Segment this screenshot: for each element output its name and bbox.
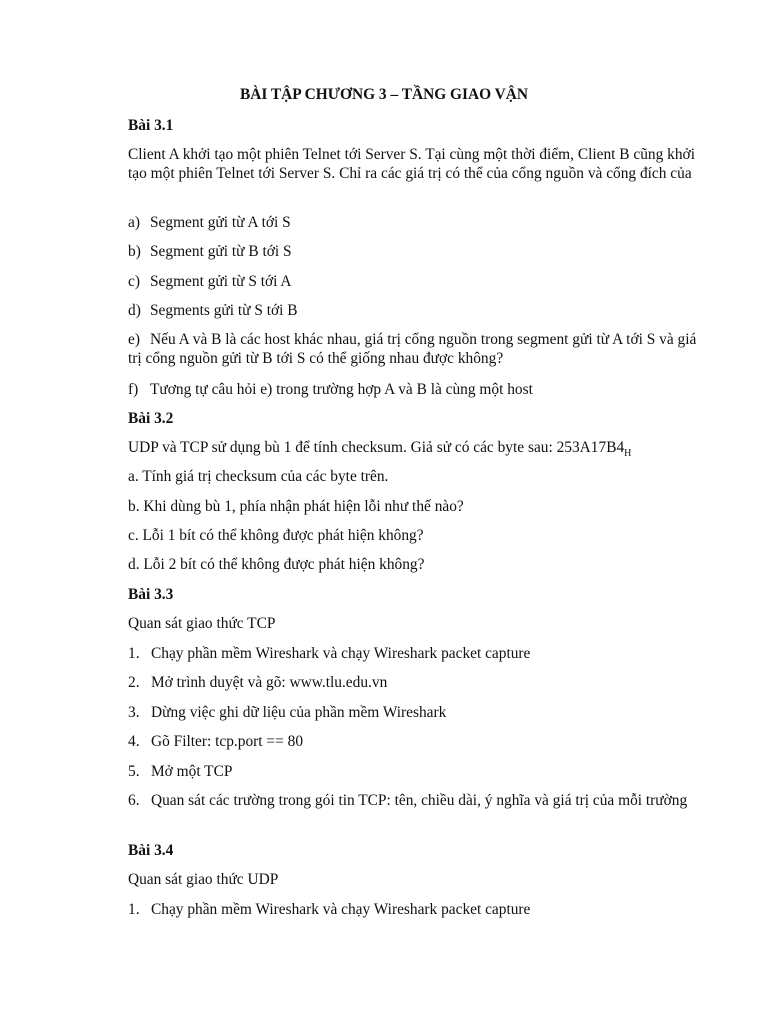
exercise-3-3-intro: Quan sát giao thức TCP: [128, 615, 276, 632]
step-text: Quan sát các trường trong gói tin TCP: tên, chiều dài, ý nghĩa và giá trị của mỗi trường: [151, 792, 688, 809]
intro-text: UDP và TCP sử dụng bù 1 để tính checksum. Giả sử có các byte sau: 253A17B4: [128, 439, 625, 456]
exercise-3-2-question-a: a. Tính giá trị checksum của các byte trên.: [128, 468, 389, 485]
item-text: Nếu A và B là các host khác nhau, giá trị cổng nguồn trong segment gửi từ A tới S và giá trị cổng nguồn gửi từ B tới S có thể giống nhau được không?: [128, 331, 697, 367]
exercise-3-2-question-d: d. Lỗi 2 bít có thể không được phát hiện không?: [128, 556, 425, 573]
exercise-3-1-item-a: [128, 213, 291, 232]
step-number: 1.: [128, 901, 140, 918]
item-label: f): [128, 381, 139, 398]
exercise-3-2-intro: [128, 438, 631, 463]
item-label: b): [128, 243, 141, 260]
exercise-3-3-step-1: [128, 644, 530, 663]
exercise-3-3-step-6: [128, 791, 726, 810]
exercise-3-3-step-3: [128, 703, 446, 722]
step-text: Gõ Filter: tcp.port == 80: [151, 733, 304, 750]
step-text: Mở một TCP: [151, 763, 233, 780]
item-text: Segment gửi từ A tới S: [150, 214, 291, 231]
step-text: Dừng việc ghi dữ liệu của phần mềm Wireshark: [151, 704, 447, 721]
step-number: 6.: [128, 792, 140, 809]
hex-subscript: H: [624, 448, 632, 460]
step-text: Mở trình duyệt và gõ: www.tlu.edu.vn: [151, 674, 388, 691]
step-text: Chạy phần mềm Wireshark và chạy Wireshark packet capture: [151, 645, 531, 662]
exercise-3-1-item-d: [128, 301, 298, 320]
exercise-3-1-item-b: [128, 242, 292, 261]
item-label: d): [128, 302, 141, 319]
step-number: 3.: [128, 704, 140, 721]
item-label: e): [128, 331, 140, 348]
step-number: 5.: [128, 763, 140, 780]
exercise-3-4-heading: Bài 3.4: [128, 842, 174, 859]
item-text: Tương tự câu hỏi e) trong trường hợp A và B là cùng một host: [150, 381, 533, 398]
step-number: 1.: [128, 645, 140, 662]
document-title: BÀI TẬP CHƯƠNG 3 – TẦNG GIAO VẬN: [239, 86, 529, 103]
exercise-3-3-step-2: [128, 673, 387, 692]
item-label: a): [128, 214, 140, 231]
exercise-3-2-question-c: c. Lỗi 1 bít có thể không được phát hiện không?: [128, 527, 424, 544]
exercise-3-1-item-f: [128, 380, 533, 399]
item-label: c): [128, 273, 140, 290]
item-text: Segment gửi từ B tới S: [150, 243, 292, 260]
exercise-3-1-item-e: [128, 330, 703, 368]
exercise-3-1-item-c: [128, 272, 292, 291]
item-text: Segment gửi từ S tới A: [150, 273, 292, 290]
exercise-3-3-step-4: [128, 732, 303, 751]
step-number: 2.: [128, 674, 140, 691]
exercise-3-3-step-5: [128, 762, 232, 781]
exercise-3-4-intro: Quan sát giao thức UDP: [128, 871, 279, 888]
exercise-3-2-heading: Bài 3.2: [128, 410, 174, 427]
exercise-3-1-heading: Bài 3.1: [128, 117, 174, 134]
step-text: Chạy phần mềm Wireshark và chạy Wireshark packet capture: [151, 901, 531, 918]
exercise-3-3-heading: Bài 3.3: [128, 586, 174, 603]
exercise-3-2-question-b: b. Khi dùng bù 1, phía nhận phát hiện lỗi như thế nào?: [128, 498, 464, 515]
exercise-3-1-intro: Client A khởi tạo một phiên Telnet tới Server S. Tại cùng một thời điểm, Client B cũng khởi tạo một phiên Telnet tới Server S. Chỉ ra các giá trị có thể của cổng nguồn và cổng đích của: [128, 146, 695, 182]
exercise-3-4-step-1: [128, 900, 530, 919]
item-text: Segments gửi từ S tới B: [150, 302, 298, 319]
step-number: 4.: [128, 733, 140, 750]
